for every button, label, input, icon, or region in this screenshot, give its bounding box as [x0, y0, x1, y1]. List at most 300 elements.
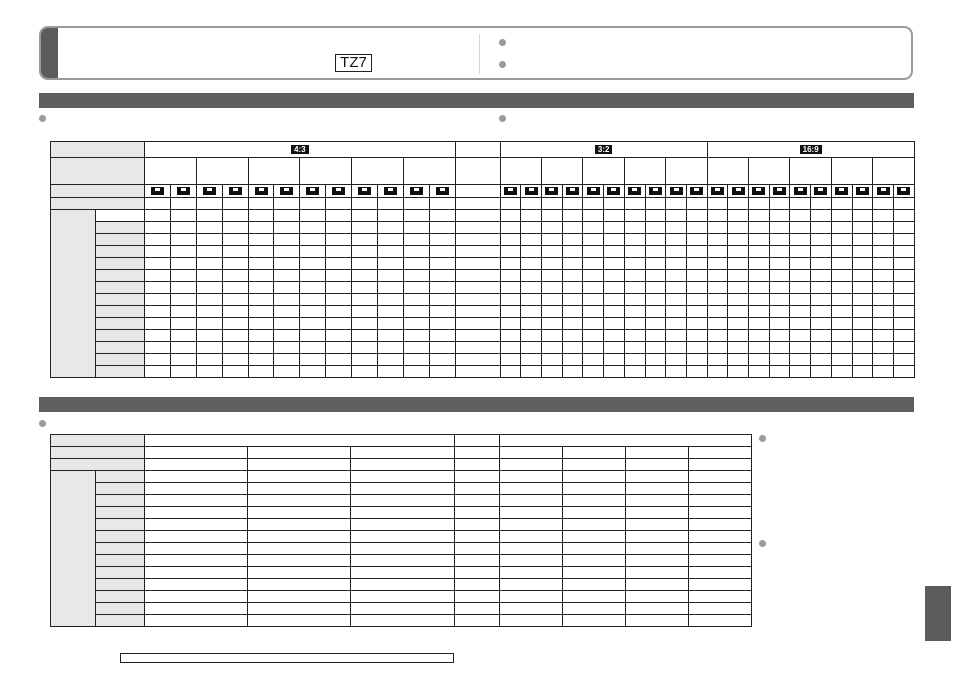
data-cell [689, 495, 752, 507]
data-cell [351, 591, 455, 603]
data-cell [429, 354, 455, 366]
data-cell [274, 222, 300, 234]
data-cell [248, 567, 351, 579]
data-cell [196, 294, 222, 306]
data-cell [707, 318, 728, 330]
data-cell [222, 330, 248, 342]
data-cell [666, 282, 687, 294]
data-cell [274, 270, 300, 282]
table-row [51, 555, 752, 567]
data-cell [562, 234, 583, 246]
data-cell [873, 318, 894, 330]
data-cell [831, 318, 852, 330]
data-cell [645, 330, 666, 342]
data-cell [145, 342, 171, 354]
data-cell [542, 258, 563, 270]
header-label-cell [51, 185, 145, 198]
data-cell [145, 543, 248, 555]
data-cell [645, 282, 666, 294]
data-cell [873, 306, 894, 318]
data-cell [852, 294, 873, 306]
data-cell [686, 354, 707, 366]
row-label-cell [96, 246, 145, 258]
sub-header-cell [689, 447, 752, 459]
data-cell [500, 366, 521, 378]
row-label-cell [96, 210, 145, 222]
row-label-cell [96, 555, 145, 567]
data-cell [429, 246, 455, 258]
data-cell [352, 210, 378, 222]
data-cell [686, 210, 707, 222]
data-cell [196, 246, 222, 258]
data-cell [145, 615, 248, 627]
data-cell [749, 294, 770, 306]
data-cell [455, 222, 500, 234]
data-cell [873, 198, 894, 210]
data-cell [873, 342, 894, 354]
data-cell [583, 306, 604, 318]
data-cell [455, 615, 500, 627]
data-cell [145, 531, 248, 543]
data-cell [624, 354, 645, 366]
row-label-cell [96, 222, 145, 234]
data-cell [666, 198, 687, 210]
data-cell [583, 330, 604, 342]
data-cell [145, 330, 171, 342]
data-cell [626, 579, 689, 591]
data-cell [728, 234, 749, 246]
table-row [51, 294, 915, 306]
data-cell [811, 318, 832, 330]
row-label-cell [96, 507, 145, 519]
data-cell [326, 306, 352, 318]
data-cell [196, 306, 222, 318]
data-cell [583, 258, 604, 270]
data-cell [145, 294, 171, 306]
data-cell [170, 270, 196, 282]
data-cell [563, 579, 626, 591]
data-cell [403, 270, 429, 282]
data-cell [248, 471, 351, 483]
data-cell [645, 258, 666, 270]
picture-size-icon [525, 187, 538, 195]
data-cell [604, 330, 625, 342]
data-cell [455, 591, 500, 603]
section-bar [39, 93, 914, 108]
data-cell [500, 567, 563, 579]
model-badge: TZ7 [335, 54, 372, 72]
data-cell [222, 342, 248, 354]
data-cell [852, 318, 873, 330]
data-cell [274, 210, 300, 222]
data-cell [852, 330, 873, 342]
size-header-cell [831, 158, 872, 185]
data-cell [326, 258, 352, 270]
data-cell [196, 234, 222, 246]
data-cell [248, 318, 274, 330]
data-cell [626, 483, 689, 495]
data-cell [873, 258, 894, 270]
data-cell [326, 318, 352, 330]
data-cell [521, 234, 542, 246]
data-cell [500, 555, 563, 567]
data-cell [500, 495, 563, 507]
data-cell [790, 330, 811, 342]
data-cell [351, 459, 455, 471]
data-cell [689, 519, 752, 531]
data-cell [222, 282, 248, 294]
data-cell [542, 294, 563, 306]
separator-cell [455, 158, 500, 185]
data-cell [455, 198, 500, 210]
data-cell [403, 222, 429, 234]
data-cell [666, 246, 687, 258]
data-cell [300, 366, 326, 378]
data-cell [542, 306, 563, 318]
picture-size-icon [280, 187, 293, 195]
data-cell [500, 519, 563, 531]
data-cell [562, 366, 583, 378]
data-cell [403, 246, 429, 258]
picture-size-icon [856, 187, 869, 195]
icon-cell [811, 185, 832, 198]
data-cell [852, 354, 873, 366]
data-cell [811, 198, 832, 210]
data-cell [604, 318, 625, 330]
data-cell [378, 234, 404, 246]
data-cell [831, 234, 852, 246]
data-cell [351, 579, 455, 591]
data-cell [145, 270, 171, 282]
picture-size-icon [436, 187, 449, 195]
table-row [51, 591, 752, 603]
table-row [51, 567, 752, 579]
data-cell [222, 198, 248, 210]
header-label-cell [51, 158, 145, 185]
icon-cell [604, 185, 625, 198]
data-cell [500, 603, 563, 615]
picture-size-icon [504, 187, 517, 195]
data-cell [455, 555, 500, 567]
data-cell [645, 198, 666, 210]
data-cell [624, 306, 645, 318]
data-cell [455, 531, 500, 543]
data-cell [248, 615, 351, 627]
data-cell [352, 246, 378, 258]
data-cell [378, 282, 404, 294]
row-label-cell [96, 543, 145, 555]
data-cell [248, 354, 274, 366]
data-cell [222, 270, 248, 282]
data-cell [521, 282, 542, 294]
icon-cell [562, 185, 583, 198]
data-cell [893, 234, 914, 246]
data-cell [145, 471, 248, 483]
size-header-cell [624, 158, 665, 185]
data-cell [145, 483, 248, 495]
data-cell [300, 306, 326, 318]
header-label-cell [51, 435, 145, 447]
data-cell [145, 519, 248, 531]
data-cell [626, 507, 689, 519]
row-label-cell [96, 366, 145, 378]
data-cell [562, 246, 583, 258]
size-header-cell [500, 158, 541, 185]
row-label-cell [51, 198, 145, 210]
data-cell [769, 234, 790, 246]
picture-size-icon [358, 187, 371, 195]
data-cell [624, 294, 645, 306]
data-cell [790, 282, 811, 294]
data-cell [500, 543, 563, 555]
data-cell [624, 258, 645, 270]
data-cell [196, 258, 222, 270]
data-cell [248, 495, 351, 507]
picture-size-icon [628, 187, 641, 195]
data-cell [604, 294, 625, 306]
data-cell [562, 270, 583, 282]
data-cell [583, 282, 604, 294]
data-cell [583, 210, 604, 222]
data-cell [728, 294, 749, 306]
icon-cell [893, 185, 914, 198]
separator-cell [455, 142, 500, 158]
data-cell [562, 222, 583, 234]
data-cell [562, 354, 583, 366]
data-cell [666, 330, 687, 342]
aspect-header-cell [145, 142, 456, 158]
data-cell [583, 222, 604, 234]
data-cell [378, 294, 404, 306]
data-cell [707, 306, 728, 318]
data-cell [248, 603, 351, 615]
data-cell [378, 354, 404, 366]
bullet-icon [759, 540, 766, 547]
data-cell [351, 483, 455, 495]
data-cell [604, 222, 625, 234]
data-cell [248, 270, 274, 282]
data-cell [749, 222, 770, 234]
icon-cell [686, 185, 707, 198]
data-cell [521, 210, 542, 222]
data-cell [274, 330, 300, 342]
row-label-cell [96, 615, 145, 627]
data-cell [831, 222, 852, 234]
data-cell [300, 222, 326, 234]
data-cell [790, 270, 811, 282]
data-cell [728, 282, 749, 294]
data-cell [831, 198, 852, 210]
data-cell [352, 234, 378, 246]
data-cell [583, 342, 604, 354]
picture-size-icon [384, 187, 397, 195]
data-cell [604, 198, 625, 210]
icon-cell [300, 185, 326, 198]
data-cell [222, 246, 248, 258]
icon-cell [542, 185, 563, 198]
icon-cell [145, 185, 171, 198]
data-cell [521, 354, 542, 366]
data-cell [645, 318, 666, 330]
data-cell [562, 318, 583, 330]
data-cell [170, 342, 196, 354]
data-cell [563, 603, 626, 615]
data-cell [811, 366, 832, 378]
data-cell [455, 354, 500, 366]
data-cell [455, 366, 500, 378]
icon-cell [645, 185, 666, 198]
picture-size-icon [897, 187, 910, 195]
data-cell [689, 543, 752, 555]
row-label-cell [96, 258, 145, 270]
data-cell [455, 342, 500, 354]
data-cell [145, 603, 248, 615]
data-cell [170, 222, 196, 234]
data-cell [248, 294, 274, 306]
data-cell [873, 246, 894, 258]
data-cell [248, 543, 351, 555]
data-cell [378, 306, 404, 318]
data-cell [170, 330, 196, 342]
picture-size-icon [732, 187, 745, 195]
data-cell [811, 258, 832, 270]
picture-size-icon [773, 187, 786, 195]
data-cell [352, 282, 378, 294]
data-cell [403, 366, 429, 378]
data-cell [145, 318, 171, 330]
data-cell [852, 342, 873, 354]
data-cell [893, 306, 914, 318]
data-cell [521, 258, 542, 270]
data-cell [563, 615, 626, 627]
data-cell [790, 246, 811, 258]
data-cell [645, 342, 666, 354]
data-cell [542, 318, 563, 330]
data-cell [351, 519, 455, 531]
data-cell [170, 234, 196, 246]
row-label-cell [96, 471, 145, 483]
data-cell [689, 615, 752, 627]
table-row [51, 483, 752, 495]
icon-cell [852, 185, 873, 198]
data-cell [145, 579, 248, 591]
data-cell [542, 210, 563, 222]
data-cell [666, 306, 687, 318]
picture-size-icon [607, 187, 620, 195]
data-cell [626, 555, 689, 567]
data-cell [811, 294, 832, 306]
row-label-cell [51, 459, 145, 471]
data-cell [831, 330, 852, 342]
data-cell [831, 342, 852, 354]
picture-size-icon [255, 187, 268, 195]
data-cell [728, 342, 749, 354]
data-cell [300, 234, 326, 246]
group-header-cell [500, 435, 752, 447]
sub-header-cell [145, 447, 248, 459]
data-cell [145, 567, 248, 579]
size-header-cell [248, 158, 300, 185]
data-cell [749, 354, 770, 366]
row-label-cell [96, 603, 145, 615]
data-cell [300, 342, 326, 354]
data-cell [811, 210, 832, 222]
data-cell [352, 342, 378, 354]
data-cell [707, 258, 728, 270]
table-row [51, 354, 915, 366]
table-row [51, 234, 915, 246]
data-cell [352, 222, 378, 234]
data-cell [429, 210, 455, 222]
data-cell [521, 318, 542, 330]
data-cell [352, 366, 378, 378]
group-label-cell [51, 210, 96, 378]
data-cell [707, 246, 728, 258]
data-cell [893, 330, 914, 342]
data-cell [248, 306, 274, 318]
data-cell [196, 210, 222, 222]
data-cell [852, 246, 873, 258]
table-row [51, 471, 752, 483]
table-row [51, 258, 915, 270]
data-cell [500, 531, 563, 543]
picture-size-icon [587, 187, 600, 195]
data-cell [645, 366, 666, 378]
data-cell [274, 282, 300, 294]
data-cell [689, 531, 752, 543]
data-cell [455, 459, 500, 471]
aspect-label-3-2: 3:2 [595, 145, 613, 154]
data-cell [749, 318, 770, 330]
data-cell [626, 615, 689, 627]
data-cell [686, 294, 707, 306]
data-cell [521, 294, 542, 306]
table-row [51, 507, 752, 519]
data-cell [893, 282, 914, 294]
picture-size-icon [877, 187, 890, 195]
data-cell [686, 342, 707, 354]
icon-cell [707, 185, 728, 198]
data-cell [403, 318, 429, 330]
data-cell [455, 483, 500, 495]
data-cell [222, 294, 248, 306]
row-label-cell [96, 591, 145, 603]
data-cell [429, 342, 455, 354]
data-cell [403, 306, 429, 318]
data-cell [811, 222, 832, 234]
data-cell [170, 294, 196, 306]
data-cell [769, 258, 790, 270]
data-cell [455, 567, 500, 579]
data-cell [145, 459, 248, 471]
picture-size-icon [410, 187, 423, 195]
data-cell [455, 210, 500, 222]
data-cell [728, 354, 749, 366]
icon-cell [196, 185, 222, 198]
data-cell [248, 459, 351, 471]
data-cell [500, 246, 521, 258]
data-cell [248, 342, 274, 354]
data-cell [222, 318, 248, 330]
data-cell [852, 234, 873, 246]
size-header-cell [300, 158, 352, 185]
data-cell [728, 222, 749, 234]
bullet-icon [499, 115, 506, 122]
data-cell [749, 258, 770, 270]
upper-table [50, 141, 915, 378]
data-cell [248, 366, 274, 378]
size-header-cell [790, 158, 831, 185]
